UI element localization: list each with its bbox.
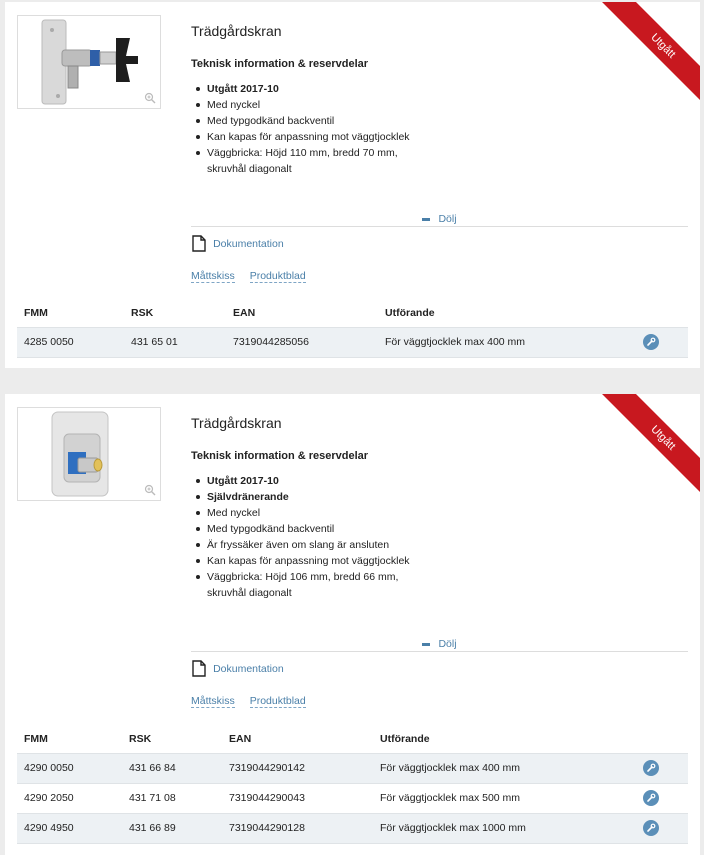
cell-ean: 7319044290142 (222, 753, 373, 783)
table-row (17, 783, 688, 813)
cell-action (636, 783, 688, 813)
column-header-action (636, 300, 688, 327)
feature-list (191, 473, 451, 601)
product-image[interactable] (17, 15, 161, 109)
cell-rsk: 431 65 01 (124, 327, 226, 357)
table-row (17, 753, 688, 783)
column-header-fmm: FMM (17, 726, 122, 753)
feature-item: Utgått 2017-10 (191, 473, 451, 489)
documentation-link[interactable] (192, 235, 284, 253)
toggle-label: Dölj (438, 213, 457, 225)
section-title: Teknisk information & reservdelar (191, 450, 369, 462)
discontinued-ribbon (590, 394, 700, 504)
garden-tap-image (18, 408, 162, 502)
minus-icon (422, 643, 430, 646)
cell-action (636, 327, 688, 357)
document-icon (192, 235, 206, 252)
table-row (17, 327, 688, 357)
dimension-sketch-link[interactable]: Måttskiss (191, 270, 235, 282)
cell-rsk: 431 66 84 (122, 753, 222, 783)
feature-item: Med nyckel (191, 97, 451, 113)
ribbon-label: Utgått (594, 2, 700, 112)
table-header-row (17, 300, 688, 327)
column-header-utforande: Utförande (378, 300, 636, 327)
document-links (191, 270, 318, 282)
cell-action (636, 813, 688, 843)
garden-tap-image (18, 16, 162, 110)
cell-utforande: För väggtjocklek max 500 mm (373, 783, 636, 813)
product-card (5, 2, 700, 368)
spare-parts-button[interactable] (643, 760, 659, 776)
cell-utforande: För väggtjocklek max 1000 mm (373, 813, 636, 843)
zoom-icon[interactable] (144, 484, 156, 496)
variant-table (17, 300, 688, 358)
spare-parts-button[interactable] (643, 334, 659, 350)
cell-ean: 7319044290043 (222, 783, 373, 813)
column-header-action (636, 726, 688, 753)
cell-action (636, 753, 688, 783)
product-image[interactable] (17, 407, 161, 501)
cell-ean: 7319044290128 (222, 813, 373, 843)
document-icon (192, 660, 206, 677)
cell-utforande: För väggtjocklek max 400 mm (373, 753, 636, 783)
feature-item: Med typgodkänd backventil (191, 113, 451, 129)
column-header-rsk: RSK (124, 300, 226, 327)
minus-icon (422, 218, 430, 221)
column-header-rsk: RSK (122, 726, 222, 753)
cell-fmm: 4290 0050 (17, 753, 122, 783)
spare-parts-button[interactable] (643, 820, 659, 836)
feature-item: Är fryssäker även om slang är ansluten (191, 537, 451, 553)
product-title: Trädgårdskran (191, 23, 282, 39)
table-header-row (17, 726, 688, 753)
product-sheet-link[interactable]: Produktblad (249, 270, 306, 282)
product-title: Trädgårdskran (191, 415, 282, 431)
zoom-icon[interactable] (144, 92, 156, 104)
document-links (191, 695, 318, 707)
dimension-sketch-link[interactable]: Måttskiss (191, 695, 235, 707)
collapse-toggle[interactable] (191, 213, 688, 227)
documentation-label: Dokumentation (213, 662, 284, 675)
feature-item: Utgått 2017-10 (191, 81, 451, 97)
column-header-fmm: FMM (17, 300, 124, 327)
wrench-icon (646, 793, 656, 803)
ribbon-label: Utgått (594, 394, 700, 504)
column-header-utforande: Utförande (373, 726, 636, 753)
cell-fmm: 4290 2050 (17, 783, 122, 813)
variant-table (17, 726, 688, 844)
feature-item: Med typgodkänd backventil (191, 521, 451, 537)
wrench-icon (646, 337, 656, 347)
product-card (5, 394, 700, 855)
spare-parts-button[interactable] (643, 790, 659, 806)
discontinued-ribbon (590, 2, 700, 112)
column-header-ean: EAN (222, 726, 373, 753)
table-row (17, 813, 688, 843)
column-header-ean: EAN (226, 300, 378, 327)
collapse-toggle[interactable] (191, 638, 688, 652)
toggle-label: Dölj (438, 638, 457, 650)
feature-item: Med nyckel (191, 505, 451, 521)
section-title: Teknisk information & reservdelar (191, 58, 369, 70)
feature-item: Väggbricka: Höjd 110 mm, bredd 70 mm, skruvhål diagonalt (191, 145, 416, 177)
cell-rsk: 431 71 08 (122, 783, 222, 813)
feature-item: Självdränerande (191, 489, 451, 505)
feature-item: Väggbricka: Höjd 106 mm, bredd 66 mm, skruvhål diagonalt (191, 569, 416, 601)
feature-item: Kan kapas för anpassning mot väggtjocklek (191, 553, 451, 569)
cell-fmm: 4285 0050 (17, 327, 124, 357)
cell-ean: 7319044285056 (226, 327, 378, 357)
wrench-icon (646, 823, 656, 833)
documentation-link[interactable] (192, 660, 284, 678)
feature-list (191, 81, 451, 177)
cell-utforande: För väggtjocklek max 400 mm (378, 327, 636, 357)
feature-item: Kan kapas för anpassning mot väggtjocklek (191, 129, 451, 145)
cell-rsk: 431 66 89 (122, 813, 222, 843)
documentation-label: Dokumentation (213, 237, 284, 250)
cell-fmm: 4290 4950 (17, 813, 122, 843)
product-sheet-link[interactable]: Produktblad (249, 695, 306, 707)
wrench-icon (646, 763, 656, 773)
